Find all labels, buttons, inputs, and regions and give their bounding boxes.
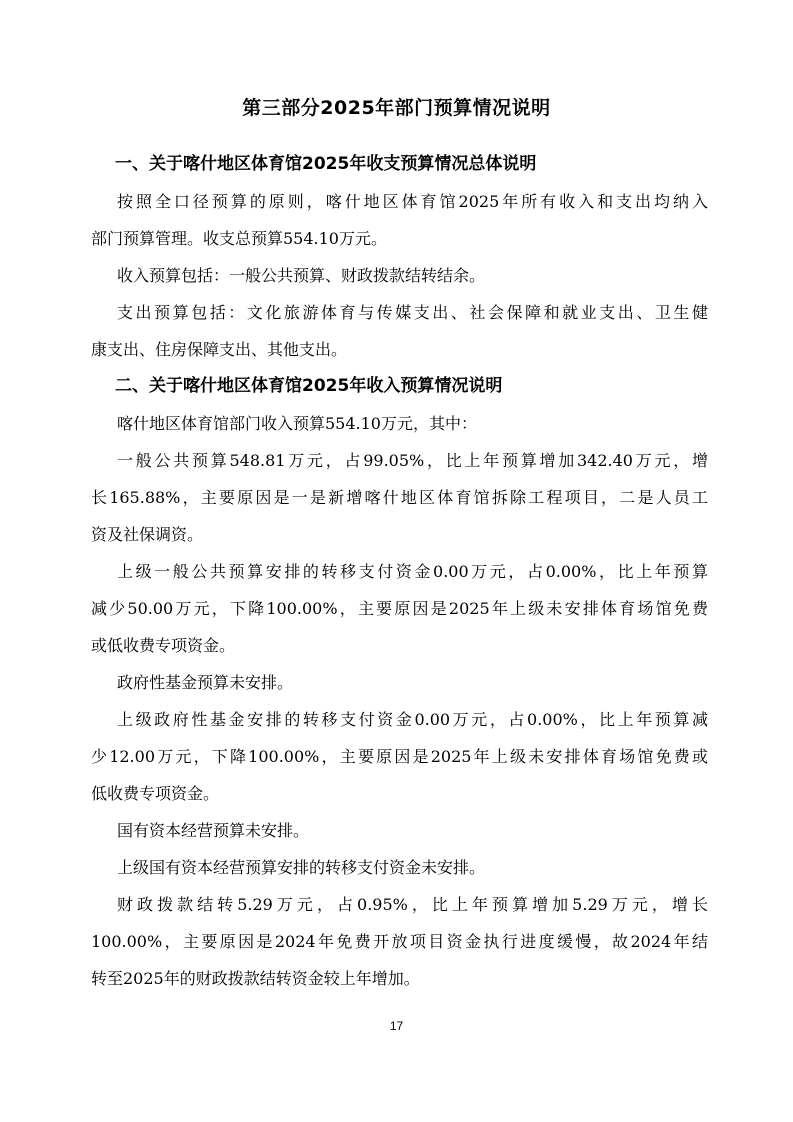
text-line: 减少50.00万元，下降100.00%，主要原因是2025年上级未安排体育场馆免费 xyxy=(91,599,708,618)
section-heading: 一、关于喀什地区体育馆2025年收支预算情况总体说明 xyxy=(115,154,537,174)
text-line: 资及社保调资。 xyxy=(91,525,204,544)
paragraph xyxy=(91,294,708,368)
text-line: 少12.00万元，下降100.00%，主要原因是2025年上级未安排体育场馆免费或 xyxy=(91,747,708,766)
paragraph xyxy=(91,183,708,257)
text-line: 收入预算包括：一般公共预算、财政拨款结转结余。 xyxy=(117,266,486,285)
text-line: 转至2025年的财政拨款结转资金较上年增加。 xyxy=(91,969,420,988)
text-line: 财政拨款结转5.29万元，占0.95%，比上年预算增加5.29万元，增长 xyxy=(117,895,708,914)
paragraph xyxy=(91,886,708,997)
text-line: 上级政府性基金安排的转移支付资金0.00万元，占0.00%，比上年预算减 xyxy=(117,710,708,729)
text-line: 长165.88%，主要原因是一是新增喀什地区体育馆拆除工程项目，二是人员工 xyxy=(91,488,708,507)
text-line: 按照全口径预算的原则，喀什地区体育馆2025年所有收入和支出均纳入 xyxy=(117,192,708,211)
text-line: 支出预算包括：文化旅游体育与传媒支出、社会保障和就业支出、卫生健 xyxy=(117,303,708,322)
text-line: 上级国有资本经营预算安排的转移支付资金未安排。 xyxy=(117,858,486,877)
text-line: 低收费专项资金。 xyxy=(91,784,220,803)
paragraph xyxy=(91,849,708,886)
page-number: 17 xyxy=(389,1019,404,1033)
text-line: 国有资本经营预算未安排。 xyxy=(117,821,310,840)
text-line: 康支出、住房保障支出、其他支出。 xyxy=(91,340,348,359)
paragraph xyxy=(91,405,708,442)
paragraph xyxy=(91,257,708,294)
text-line: 一般公共预算548.81万元，占99.05%，比上年预算增加342.40万元，增 xyxy=(117,451,708,470)
paragraph xyxy=(91,664,708,701)
text-line: 部门预算管理。收支总预算554.10万元。 xyxy=(91,229,387,248)
page-title: 第三部分2025年部门预算情况说明 xyxy=(242,97,551,119)
paragraph xyxy=(91,812,708,849)
text-line: 100.00%，主要原因是2024年免费开放项目资金执行进度缓慢，故2024年结 xyxy=(91,932,708,951)
section-heading: 二、关于喀什地区体育馆2025年收入预算情况说明 xyxy=(115,376,503,396)
paragraph xyxy=(91,701,708,812)
paragraph xyxy=(91,553,708,664)
text-line: 喀什地区体育馆部门收入预算554.10万元，其中： xyxy=(117,414,477,433)
text-line: 政府性基金预算未安排。 xyxy=(117,673,294,692)
text-line: 上级一般公共预算安排的转移支付资金0.00万元，占0.00%，比上年预算 xyxy=(117,562,708,581)
text-line: 或低收费专项资金。 xyxy=(91,636,236,655)
document-body xyxy=(91,146,708,997)
paragraph xyxy=(91,442,708,553)
